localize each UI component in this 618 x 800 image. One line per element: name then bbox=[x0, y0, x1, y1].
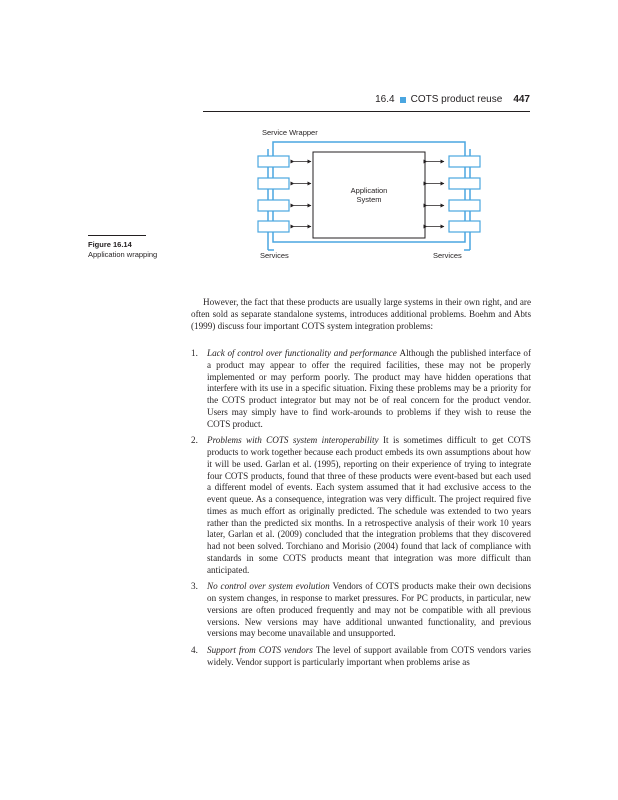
item-number: 4. bbox=[191, 645, 198, 655]
application-wrapping-diagram bbox=[0, 0, 618, 270]
service-box bbox=[449, 156, 480, 167]
problems-list bbox=[191, 348, 531, 674]
item-title: Problems with COTS system interoperability bbox=[207, 435, 384, 446]
figure-title: Application wrapping bbox=[88, 250, 158, 259]
service-box bbox=[258, 178, 289, 189]
list-item bbox=[191, 581, 531, 640]
service-box bbox=[449, 178, 480, 189]
services-left-label: Services bbox=[260, 251, 289, 260]
service-box bbox=[258, 221, 289, 232]
item-title: No control over system evolution bbox=[207, 581, 333, 592]
item-title: Lack of control over functionality and performance bbox=[207, 348, 400, 358]
services-right-label: Services bbox=[433, 251, 462, 260]
figure-caption bbox=[88, 235, 198, 260]
section-title: COTS product reuse bbox=[410, 94, 503, 105]
item-number: 2. bbox=[191, 435, 198, 446]
section-number: 16.4 bbox=[375, 94, 395, 105]
application-system-label-1: Application bbox=[350, 186, 388, 195]
intro-paragraph: However, the fact that these products are usually large systems in their own right, and are often sold as separate standalone systems, introduces additional problems. Boehm and Abts (1999) discuss four important COTS system integration problems: bbox=[191, 297, 531, 331]
service-box bbox=[258, 156, 289, 167]
service-box bbox=[449, 221, 480, 232]
item-number: 1. bbox=[191, 348, 198, 358]
service-box bbox=[258, 200, 289, 211]
caption-rule bbox=[88, 235, 146, 236]
item-title: Support from COTS vendors bbox=[207, 645, 316, 655]
right-services bbox=[427, 149, 480, 250]
service-wrapper-label: Service Wrapper bbox=[262, 128, 318, 137]
figure-number: Figure 16.14 bbox=[88, 240, 132, 249]
item-text: The level of support available from COTS vendors varies widely. Vendor support is particularly important when problems arise as bbox=[207, 645, 531, 667]
list-item bbox=[191, 645, 531, 669]
item-text: It is sometimes difficult to get COTS products to work together because each product embeds its own assumptions about how it will be used. Garlan et al. (1995), reporting on their experience of trying to integrate four COTS products, found that three of these products were event-based but each used a different model of events. Each system assumed that it had exclusive access to the event queue. As a consequence, integration was very difficult. The project required five times as much effort as originally predicted. The schedule was extended to two years rather than the predicted six months. In a retrospective analysis of their work 10 years later, Garlan et al. (2009) concluded that the integration problems that they discovered had not been solved. Torchiano and Morisio (2004) found that lack of compliance with standards in some COTS products meant that integration was more difficult than anticipated. bbox=[207, 435, 531, 575]
item-number: 3. bbox=[191, 581, 198, 592]
application-system-label-2: System bbox=[356, 195, 382, 204]
item-text: Vendors of COTS products make their own decisions on system changes, in response to market pressures. For PC products, in particular, new versions are often produced frequently and may not be compatible with all previous versions. New versions may have additional unwanted functionality, and previous versions may become unavailable and unsupported. bbox=[207, 581, 531, 639]
left-services bbox=[258, 149, 311, 250]
page-number: 447 bbox=[513, 94, 530, 105]
list-item bbox=[191, 435, 531, 576]
service-box bbox=[449, 200, 480, 211]
item-text: Although the published interface of a product may appear to offer the required facilities, these may not be properly implemented or may perform poorly. The product may have hidden operations that interfere with its use in a specific situation. Fixing these problems may be a priority for the COTS product integrator but may not be of real concern for the product vendor. Users may simply have to find work-arounds to problems if they wish to reuse the COTS product. bbox=[207, 348, 531, 429]
list-item bbox=[191, 348, 531, 430]
